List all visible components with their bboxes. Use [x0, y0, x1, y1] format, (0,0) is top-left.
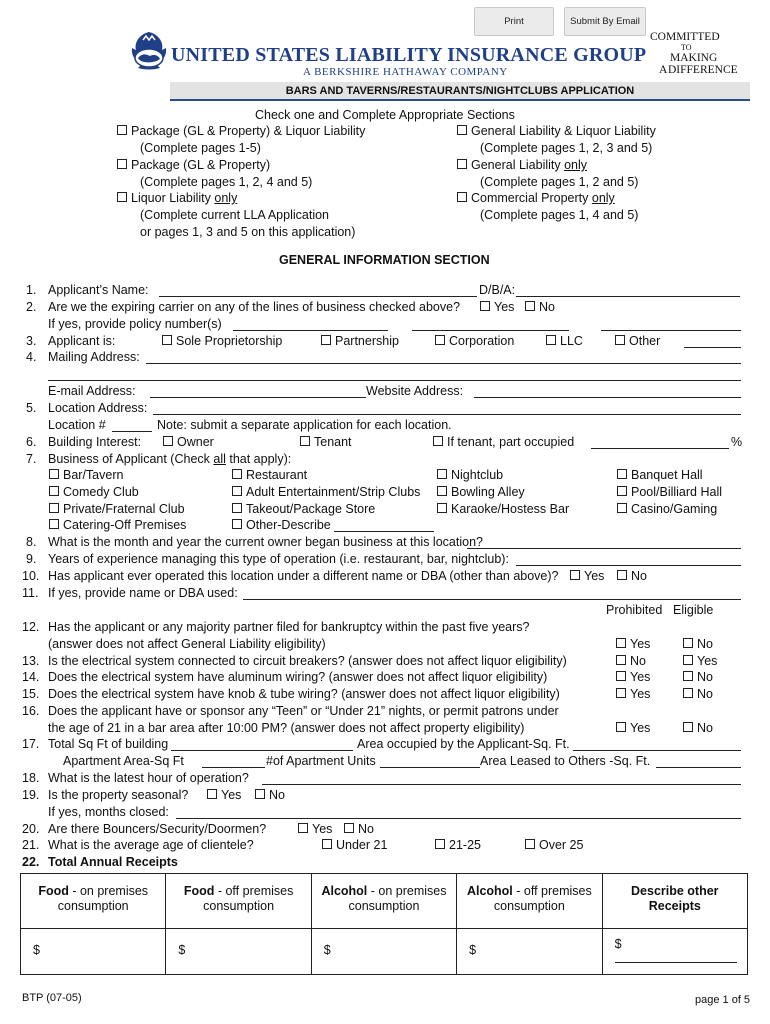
q14-option-b[interactable]: No [683, 670, 713, 684]
eagle-logo-icon [128, 28, 170, 81]
q15-label: Does the electrical system have knob & tube wiring? (answer does not affect liquor eligibility) [48, 687, 560, 701]
q6-part-occupied[interactable]: If tenant, part occupied [433, 435, 574, 449]
part-occupied-field[interactable] [591, 448, 729, 449]
business-pool-billiard[interactable]: Pool/Billiard Hall [617, 485, 722, 499]
checkbox[interactable] [683, 655, 693, 665]
q14-label: Does the electrical system have aluminum wiring? (answer does not affect liquor eligibility) [48, 670, 548, 684]
q12-label: Has the applicant or any majority partner filed for bankruptcy within the past five years? [48, 620, 530, 634]
other-receipts-cell[interactable]: $ [602, 929, 747, 975]
print-button[interactable]: Print [474, 7, 554, 36]
q12-sub: (answer does not affect General Liability eligibility) [48, 637, 326, 651]
checkbox[interactable] [321, 335, 331, 345]
q21-under-21[interactable]: Under 21 [322, 838, 387, 852]
alcohol-on-premises-cell[interactable]: $ [311, 929, 456, 975]
option-property-only[interactable]: Commercial Property only [457, 191, 615, 205]
q22-label: Total Annual Receipts [48, 855, 178, 869]
q10-label: Has applicant ever operated this location under a different name or DBA (other than above)? [48, 569, 559, 583]
submit-by-email-button[interactable]: Submit By Email [564, 7, 646, 36]
q12-number: 12. [22, 620, 40, 634]
business-adult-entertainment[interactable]: Adult Entertainment/Strip Clubs [232, 485, 420, 499]
q16-option-b[interactable]: No [683, 721, 713, 735]
q7-label: Business of Applicant (Check all that apply): [48, 452, 292, 466]
area-occupied-label: Area occupied by the Applicant-Sq. Ft. [357, 737, 570, 751]
q9-label: Years of experience managing this type of operation (i.e. restaurant, bar, nightclub): [48, 552, 509, 566]
form-code: BTP (07-05) [22, 992, 82, 1004]
q21-21-25[interactable]: 21-25 [435, 838, 481, 852]
checkbox[interactable] [546, 335, 556, 345]
q6-number: 6. [26, 435, 37, 449]
checkbox[interactable] [232, 519, 242, 529]
checkbox[interactable] [49, 519, 59, 529]
q3-sole-proprietorship[interactable]: Sole Proprietorship [162, 334, 282, 348]
dba-label: D/B/A: [479, 283, 516, 297]
checkbox[interactable] [457, 192, 467, 202]
annual-receipts-table [20, 873, 748, 975]
form-title-bar [170, 82, 750, 101]
q5-label: Location Address: [48, 401, 148, 415]
option-detail: (Complete current LLA Application [140, 208, 329, 222]
q20-number: 20. [22, 822, 40, 836]
checkbox[interactable] [344, 823, 354, 833]
dba-field[interactable] [516, 296, 740, 297]
checkbox[interactable] [615, 335, 625, 345]
food-on-premises-cell[interactable]: $ [21, 929, 166, 975]
q10-no[interactable]: No [617, 569, 647, 583]
q3-llc[interactable]: LLC [546, 334, 583, 348]
business-start-field[interactable] [467, 548, 741, 549]
option-detail: (Complete pages 1, 2 and 5) [480, 175, 639, 189]
experience-field[interactable] [516, 565, 741, 566]
food-off-premises-cell[interactable]: $ [166, 929, 311, 975]
checkbox[interactable] [49, 486, 59, 496]
q2-no[interactable]: No [525, 300, 555, 314]
checkbox[interactable] [617, 570, 627, 580]
checkbox[interactable] [435, 335, 445, 345]
checkbox[interactable] [683, 638, 693, 648]
checkbox[interactable] [117, 125, 127, 135]
location-note: Note: submit a separate application for each location. [157, 418, 452, 432]
apartment-units-label: #of Apartment Units [266, 754, 376, 768]
q15-option-b[interactable]: No [683, 687, 713, 701]
checkbox[interactable] [457, 159, 467, 169]
checkbox[interactable] [435, 839, 445, 849]
checkbox[interactable] [525, 301, 535, 311]
q5-number: 5. [26, 401, 37, 415]
option-liquor-only[interactable]: Liquor Liability only [117, 191, 237, 205]
q3-corporation[interactable]: Corporation [435, 334, 514, 348]
apartment-area-field[interactable] [202, 767, 265, 768]
company-subtitle: A BERKSHIRE HATHAWAY COMPANY [303, 66, 508, 78]
checkbox[interactable] [437, 486, 447, 496]
q2-yes[interactable]: Yes [480, 300, 514, 314]
website-field[interactable] [474, 397, 741, 398]
policy-number-label: If yes, provide policy number(s) [48, 317, 222, 331]
q21-number: 21. [22, 838, 40, 852]
option-gl-only[interactable]: General Liability only [457, 158, 587, 172]
business-private-club[interactable]: Private/Fraternal Club [49, 502, 185, 516]
checkbox[interactable] [570, 570, 580, 580]
form-title: BARS AND TAVERNS/RESTAURANTS/NIGHTCLUBS APPLICATION [285, 85, 635, 97]
q11-number: 11. [22, 586, 39, 600]
checkbox[interactable] [322, 839, 332, 849]
location-number-field[interactable] [112, 431, 152, 432]
percent-sign: % [731, 435, 743, 449]
option-gl-liquor[interactable]: General Liability & Liquor Liability [457, 124, 656, 138]
area-occupied-field[interactable] [573, 750, 741, 751]
option-detail: (Complete pages 1-5) [140, 141, 261, 155]
col-prohibited: Prohibited [606, 603, 663, 617]
q16-sub: the age of 21 in a bar area after 10:00 PM? (answer does not affect property eligibility) [48, 721, 525, 735]
q2-number: 2. [26, 300, 37, 314]
q20-no[interactable]: No [344, 822, 374, 836]
col-eligible: Eligible [673, 603, 714, 617]
q4-label: Mailing Address: [48, 350, 140, 364]
checkbox[interactable] [480, 301, 490, 311]
q18-label: What is the latest hour of operation? [48, 771, 249, 785]
applicant-name-field[interactable] [159, 296, 477, 297]
checkbox[interactable] [617, 469, 627, 479]
policy-number-field-3[interactable] [601, 330, 741, 331]
option-package-liquor[interactable]: Package (GL & Property) & Liquor Liability [117, 124, 365, 138]
company-name: UNITED STATES LIABILITY INSURANCE GROUP [171, 44, 647, 66]
business-takeout[interactable]: Takeout/Package Store [232, 502, 375, 516]
checkbox[interactable] [457, 125, 467, 135]
checkbox[interactable] [433, 436, 443, 446]
other-receipts-line[interactable] [615, 962, 737, 963]
q10-number: 10. [22, 569, 40, 583]
option-detail: or pages 1, 3 and 5 on this application) [140, 225, 356, 239]
q6-tenant[interactable]: Tenant [300, 435, 352, 449]
checkbox[interactable] [232, 469, 242, 479]
checkbox[interactable] [617, 503, 627, 513]
q16-label: Does the applicant have or sponsor any “Teen” or “Under 21” nights, or permit patrons under [48, 704, 559, 718]
area-leased-field[interactable] [656, 767, 741, 768]
sections-heading: Check one and Complete Appropriate Sections [255, 108, 515, 122]
q16-option-a[interactable]: Yes [616, 721, 650, 735]
q13-label: Is the electrical system connected to circuit breakers? (answer does not affect liquor eligibility) [48, 654, 567, 668]
checkbox[interactable] [437, 503, 447, 513]
q19-no[interactable]: No [255, 788, 285, 802]
checkbox[interactable] [162, 335, 172, 345]
checkbox[interactable] [616, 655, 626, 665]
q16-number: 16. [22, 704, 40, 718]
q17-label: Total Sq Ft of building [48, 737, 169, 751]
business-comedy-club[interactable]: Comedy Club [49, 485, 139, 499]
checkbox[interactable] [437, 469, 447, 479]
table-row [21, 929, 748, 975]
location-number-label: Location # [48, 418, 106, 432]
q4-number: 4. [26, 350, 37, 364]
option-detail: (Complete pages 1, 2, 4 and 5) [140, 175, 313, 189]
checkbox[interactable] [117, 159, 127, 169]
q2-label: Are we the expiring carrier on any of the lines of business checked above? [48, 300, 461, 314]
location-address-field[interactable] [153, 414, 741, 415]
q8-number: 8. [26, 535, 37, 549]
q13-number: 13. [22, 654, 40, 668]
business-casino[interactable]: Casino/Gaming [617, 502, 717, 516]
business-other-field[interactable] [334, 531, 434, 532]
business-karaoke[interactable]: Karaoke/Hostess Bar [437, 502, 569, 516]
checkbox[interactable] [207, 789, 217, 799]
business-catering[interactable]: Catering-Off Premises [49, 518, 186, 532]
checkbox[interactable] [683, 688, 693, 698]
policy-number-field-2[interactable] [412, 330, 569, 331]
page-number: page 1 of 5 [695, 994, 751, 1006]
header-food-off: Food - off premises consumption [166, 874, 311, 929]
q3-other[interactable]: Other [615, 334, 660, 348]
header-alcohol-off: Alcohol - off premises consumption [457, 874, 602, 929]
email-label: E-mail Address: [48, 384, 136, 398]
business-restaurant[interactable]: Restaurant [232, 468, 307, 482]
policy-number-field-1[interactable] [233, 330, 388, 331]
business-bowling-alley[interactable]: Bowling Alley [437, 485, 525, 499]
business-bar-tavern[interactable]: Bar/Tavern [49, 468, 123, 482]
q18-number: 18. [22, 771, 40, 785]
q3-partnership[interactable]: Partnership [321, 334, 399, 348]
option-package[interactable]: Package (GL & Property) [117, 158, 270, 172]
q11-label: If yes, provide name or DBA used: [48, 586, 238, 600]
q9-number: 9. [26, 552, 37, 566]
months-closed-field[interactable] [176, 818, 741, 819]
checkbox[interactable] [616, 671, 626, 681]
checkbox[interactable] [683, 722, 693, 732]
business-nightclub[interactable]: Nightclub [437, 468, 503, 482]
q13-option-a[interactable]: No [616, 654, 646, 668]
business-banquet-hall[interactable]: Banquet Hall [617, 468, 703, 482]
q3-label: Applicant is: [48, 334, 116, 348]
website-label: Website Address: [366, 384, 464, 398]
area-leased-label: Area Leased to Others -Sq. Ft. [480, 754, 651, 768]
mailing-address-field[interactable] [146, 363, 741, 364]
q19-label: Is the property seasonal? [48, 788, 189, 802]
q15-option-a[interactable]: Yes [616, 687, 650, 701]
checkbox[interactable] [616, 722, 626, 732]
checkbox[interactable] [232, 503, 242, 513]
mailing-address-field-2[interactable] [48, 380, 741, 381]
q20-label: Are there Bouncers/Security/Doormen? [48, 822, 267, 836]
q21-over-25[interactable]: Over 25 [525, 838, 583, 852]
q14-option-a[interactable]: Yes [616, 670, 650, 684]
header-other-receipts: Describe other Receipts [602, 874, 747, 929]
option-detail: (Complete pages 1, 4 and 5) [480, 208, 639, 222]
q19-number: 19. [22, 788, 40, 802]
total-sqft-field[interactable] [171, 750, 353, 751]
header-food-on: Food - on premises consumption [21, 874, 166, 929]
q12-option-a[interactable]: Yes [616, 637, 650, 651]
table-header-row [21, 874, 748, 929]
checkbox[interactable] [255, 789, 265, 799]
checkbox[interactable] [616, 638, 626, 648]
apartment-area-label: Apartment Area-Sq Ft [63, 754, 184, 768]
checkbox[interactable] [49, 469, 59, 479]
q10-yes[interactable]: Yes [570, 569, 604, 583]
q6-owner[interactable]: Owner [163, 435, 214, 449]
checkbox[interactable] [49, 503, 59, 513]
checkbox[interactable] [232, 486, 242, 496]
q7-number: 7. [26, 452, 37, 466]
alcohol-off-premises-cell[interactable]: $ [457, 929, 602, 975]
checkbox[interactable] [163, 436, 173, 446]
q3-number: 3. [26, 334, 37, 348]
q15-number: 15. [22, 687, 40, 701]
email-field[interactable] [150, 397, 366, 398]
general-info-heading: GENERAL INFORMATION SECTION [279, 253, 490, 267]
checkbox[interactable] [616, 688, 626, 698]
latest-hour-field[interactable] [262, 784, 741, 785]
q19-yes[interactable]: Yes [207, 788, 241, 802]
checkbox[interactable] [683, 671, 693, 681]
q1-number: 1. [26, 283, 37, 297]
checkbox[interactable] [117, 192, 127, 202]
checkbox[interactable] [525, 839, 535, 849]
checkbox[interactable] [300, 436, 310, 446]
q21-label: What is the average age of clientele? [48, 838, 254, 852]
q17-number: 17. [22, 737, 40, 751]
q20-yes[interactable]: Yes [298, 822, 332, 836]
other-entity-field[interactable] [684, 347, 741, 348]
months-closed-label: If yes, months closed: [48, 805, 169, 819]
q13-option-b[interactable]: Yes [683, 654, 717, 668]
business-other[interactable]: Other-Describe [232, 518, 331, 532]
q1-label: Applicant’s Name: [48, 283, 149, 297]
q14-number: 14. [22, 670, 40, 684]
checkbox[interactable] [298, 823, 308, 833]
q22-number: 22. [22, 855, 40, 869]
q12-option-b[interactable]: No [683, 637, 713, 651]
q6-label: Building Interest: [48, 435, 142, 449]
other-dba-field[interactable] [243, 599, 741, 600]
header-alcohol-on: Alcohol - on premises consumption [311, 874, 456, 929]
apartment-units-field[interactable] [380, 767, 480, 768]
checkbox[interactable] [617, 486, 627, 496]
q8-label: What is the month and year the current owner began business at this location? [48, 535, 483, 549]
option-detail: (Complete pages 1, 2, 3 and 5) [480, 141, 653, 155]
